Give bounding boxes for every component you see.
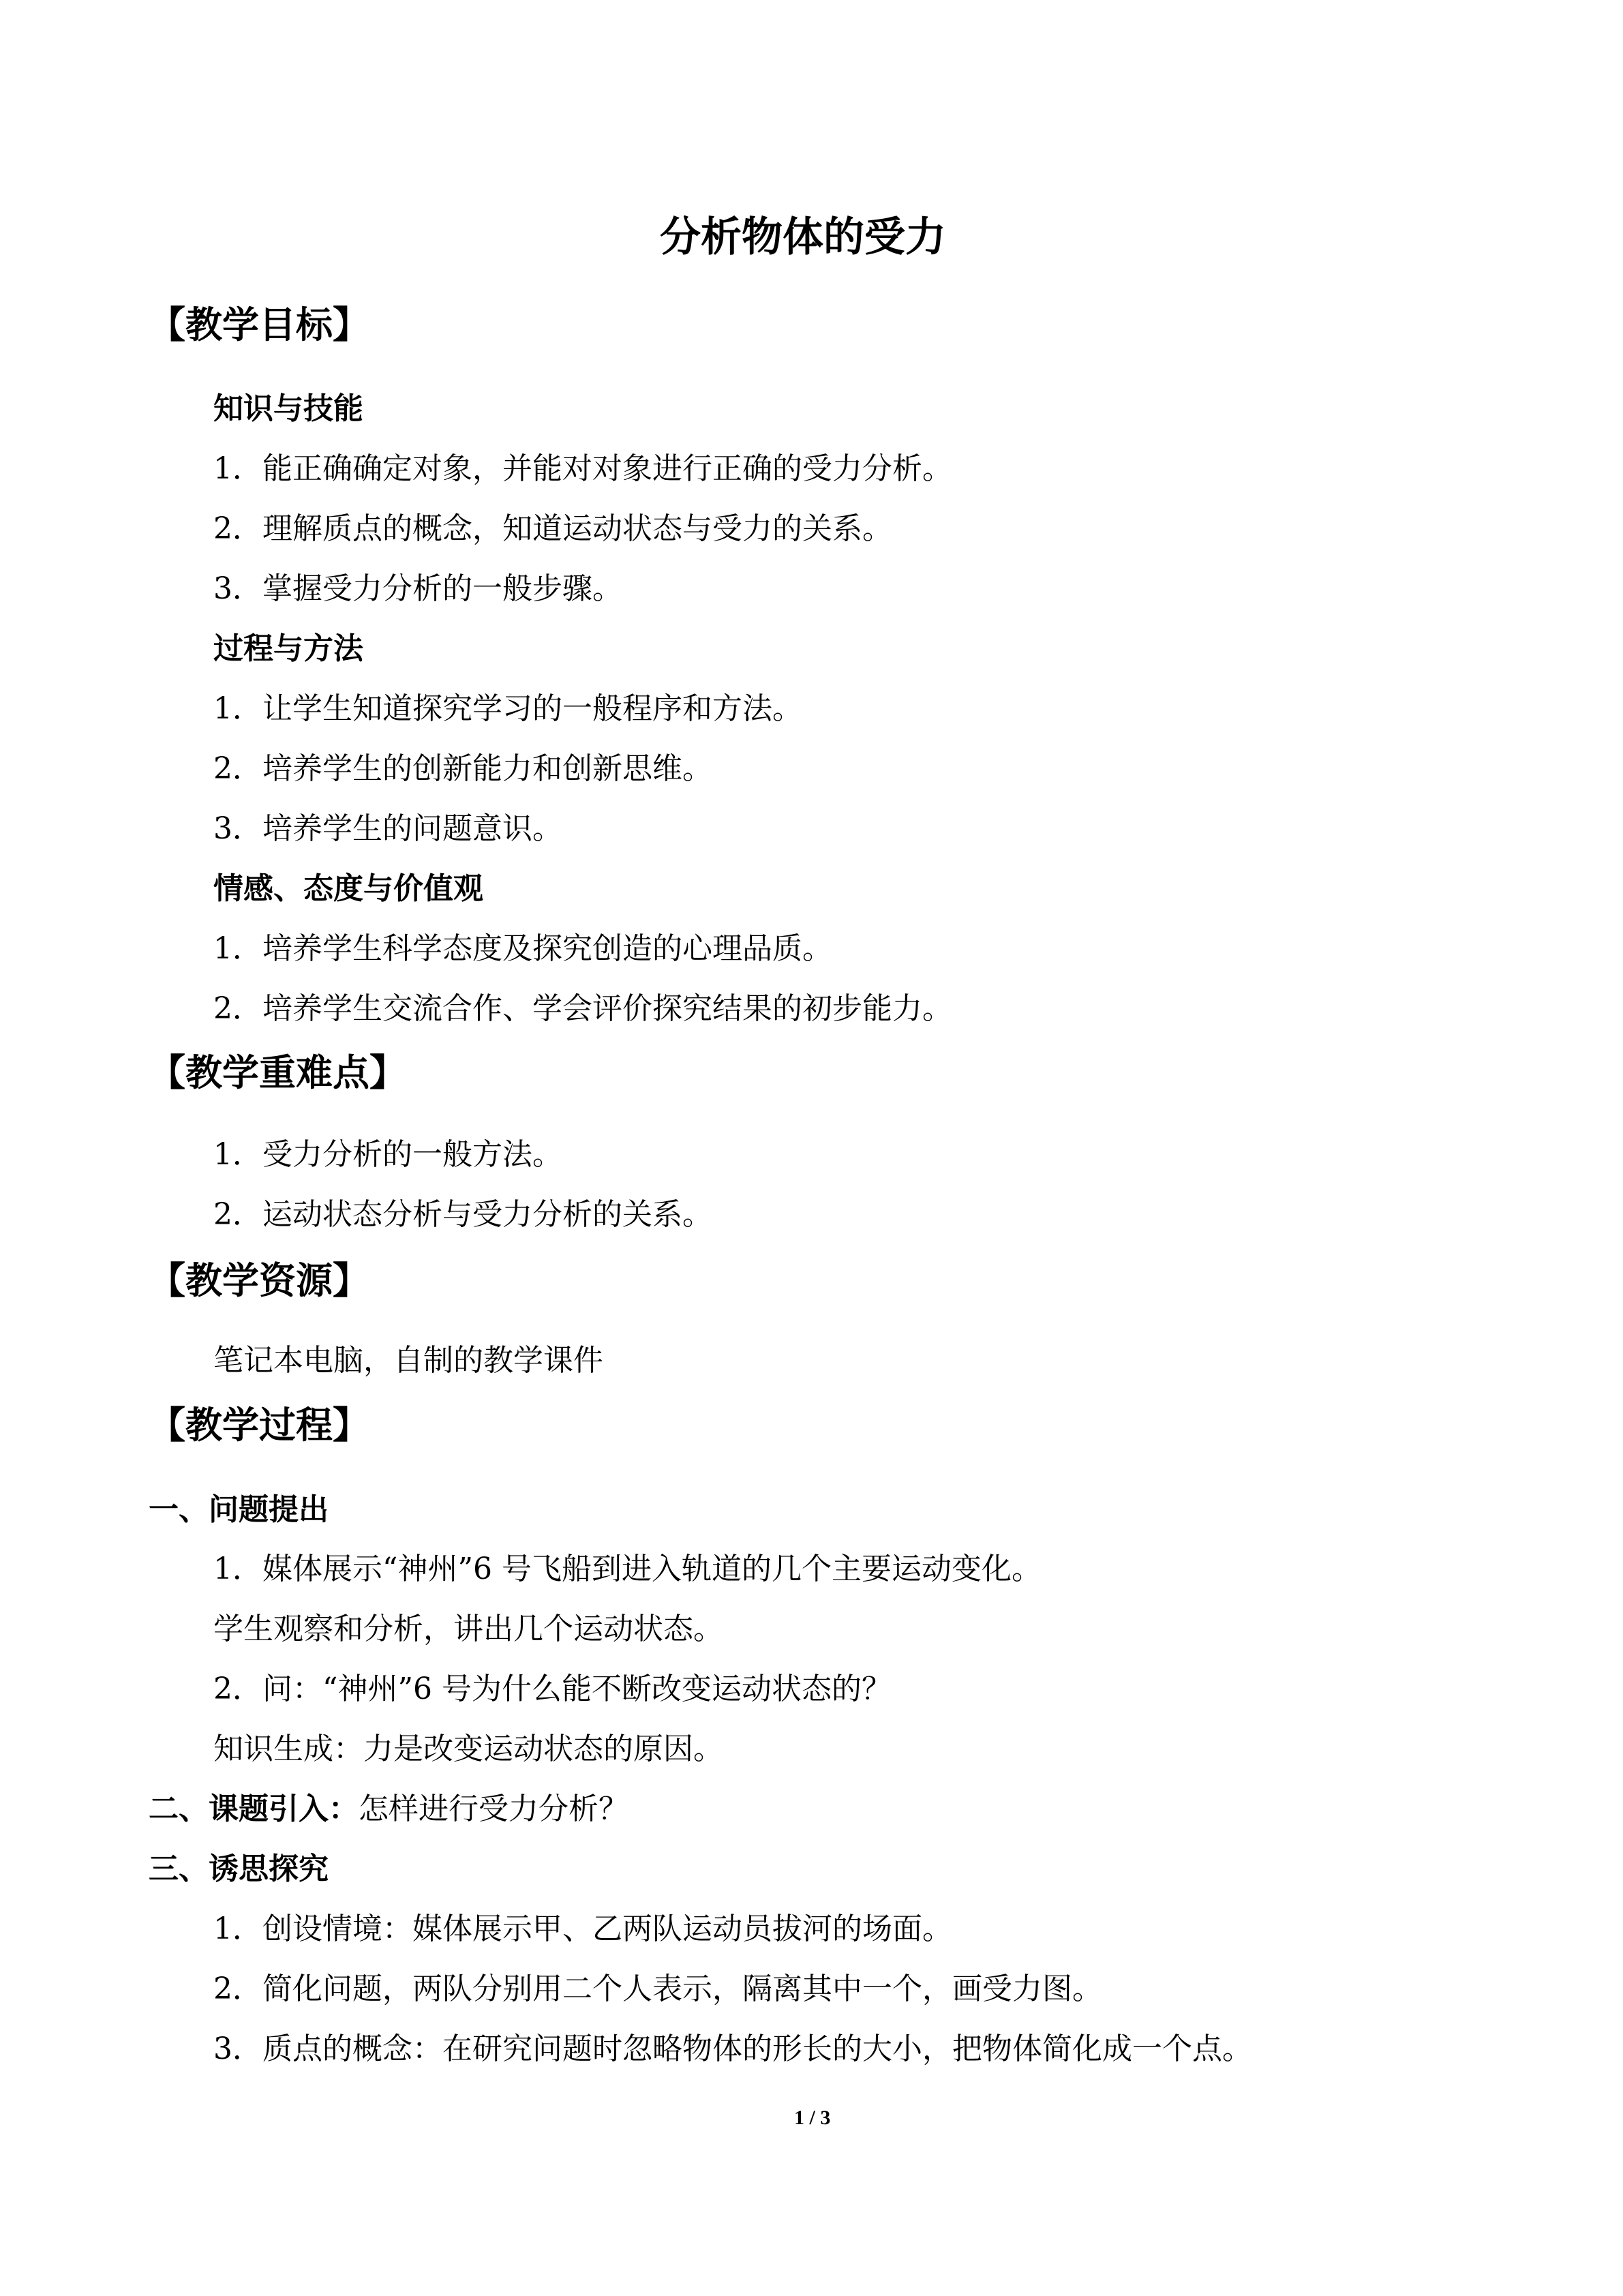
list-item: 2．理解质点的概念，知道运动状态与受力的关系。 [213, 511, 892, 546]
subheading-topic: 二、课题引入： [149, 1792, 359, 1826]
list-item: 2．简化问题，两队分别用二个人表示，隔离其中一个，画受力图。 [213, 1972, 1102, 2006]
list-item: 1．让学生知道探究学习的一般程序和方法。 [213, 691, 802, 726]
resources-text: 笔记本电脑，自制的教学课件 [213, 1343, 603, 1378]
list-item: 2．问：“神州”6 号为什么能不断改变运动状态的？ [213, 1672, 892, 1706]
subheading-process: 过程与方法 [213, 631, 363, 666]
subheading-problem: 一、问题提出 [149, 1492, 329, 1527]
list-item: 1．能正确确定对象，并能对对象进行正确的受力分析。 [213, 451, 952, 486]
topic-introduction [149, 1794, 628, 1824]
list-item: 3．质点的概念：在研究问题时忽略物体的形长的大小，把物体简化成一个点。 [213, 2031, 1252, 2066]
section-heading-process: 【教学过程】 [149, 1404, 369, 1447]
page-title: 分析物体的受力 [660, 213, 946, 261]
subheading-attitude: 情感、态度与价值观 [213, 871, 483, 906]
list-item: 知识生成：力是改变运动状态的原因。 [213, 1732, 723, 1766]
list-item: 3．掌握受力分析的一般步骤。 [213, 571, 622, 606]
list-item: 3．培养学生的问题意识。 [213, 811, 562, 846]
section-heading-key-points: 【教学重难点】 [149, 1051, 406, 1094]
list-item: 1．创设情境：媒体展示甲、乙两队运动员拔河的场面。 [213, 1912, 952, 1946]
list-item: 学生观察和分析，讲出几个运动状态。 [213, 1612, 723, 1646]
section-heading-resources: 【教学资源】 [149, 1259, 369, 1302]
list-item: 2．培养学生交流合作、学会评价探究结果的初步能力。 [213, 991, 952, 1026]
list-item: 1．受力分析的一般方法。 [213, 1137, 562, 1172]
list-item: 2．培养学生的创新能力和创新思维。 [213, 751, 712, 786]
subheading-knowledge: 知识与技能 [213, 391, 363, 426]
topic-text: 怎样进行受力分析？ [359, 1792, 628, 1826]
subheading-inquiry: 三、诱思探究 [149, 1852, 329, 1886]
section-heading-objectives: 【教学目标】 [149, 303, 369, 346]
page-number: 1 / 3 [794, 2106, 831, 2129]
list-item: 1．媒体展示“神州”6 号飞船到进入轨道的几个主要运动变化。 [213, 1552, 1042, 1586]
list-item: 1．培养学生科学态度及探究创造的心理品质。 [213, 931, 832, 966]
list-item: 2．运动状态分析与受力分析的关系。 [213, 1197, 712, 1232]
